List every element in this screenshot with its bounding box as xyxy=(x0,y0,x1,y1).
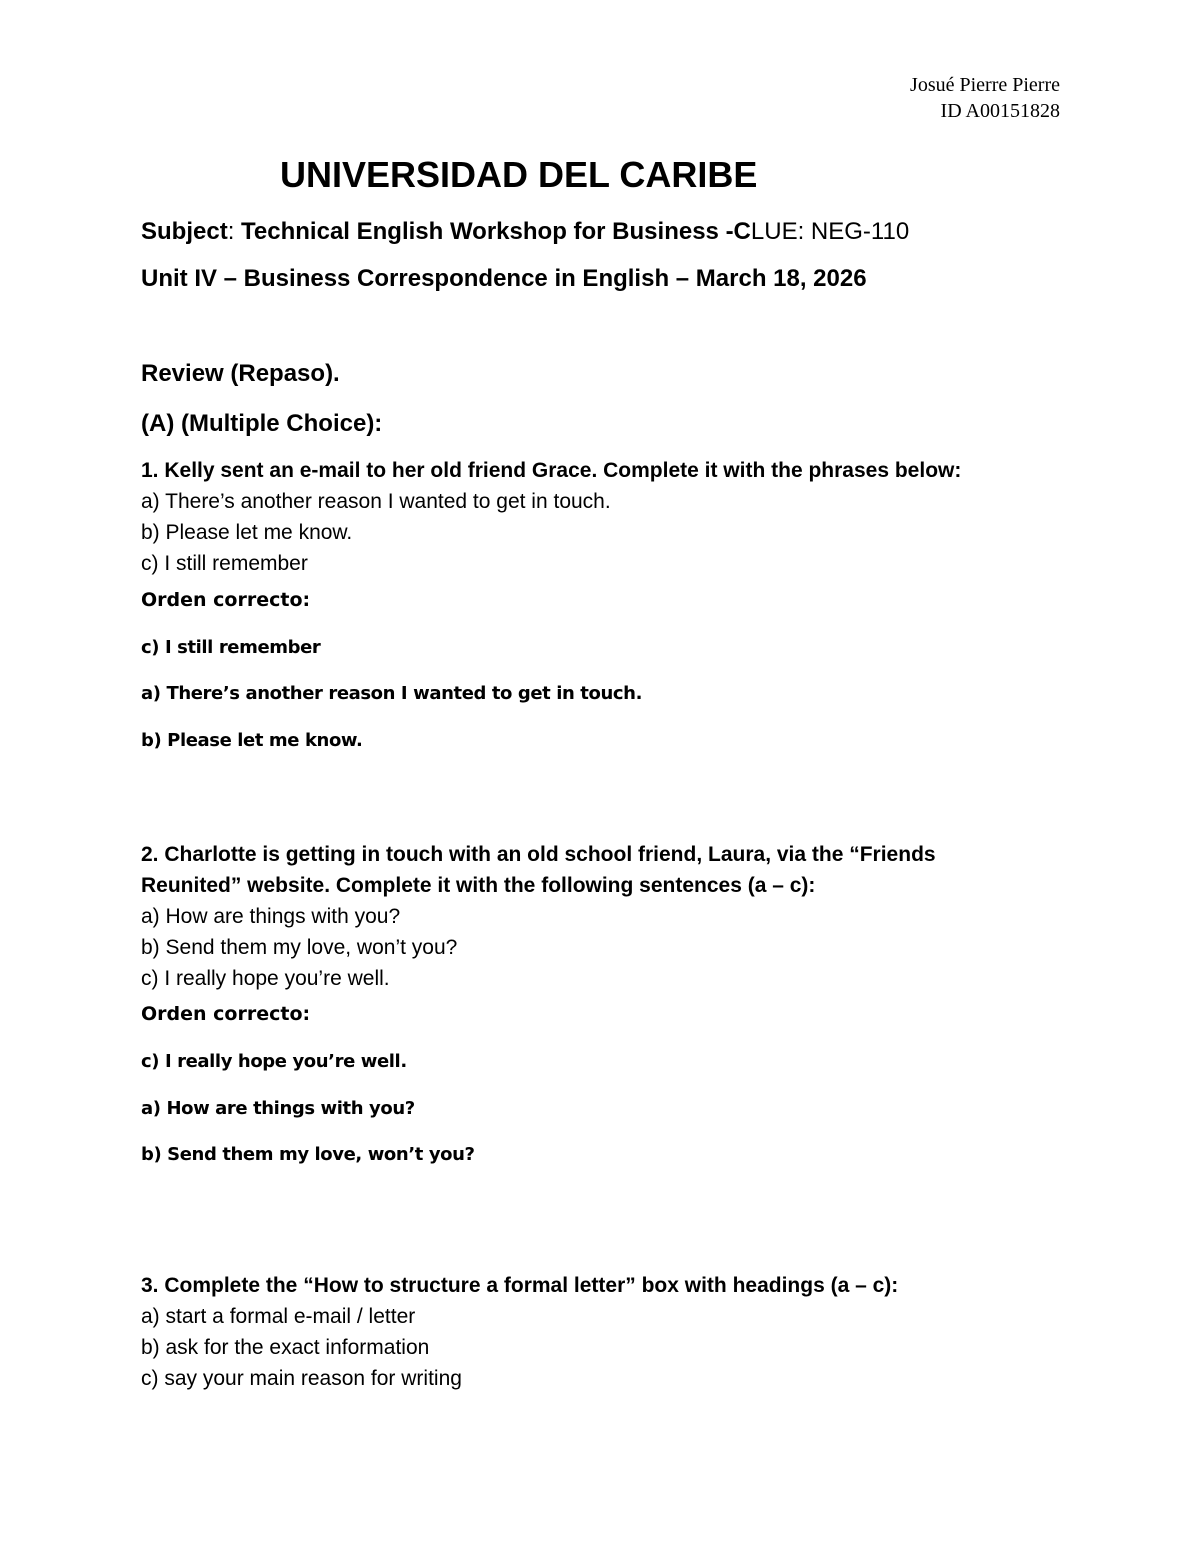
question-2-answer-1: c) I really hope you’re well. xyxy=(141,1051,407,1072)
question-1-option-a: a) There’s another reason I wanted to get in touch. xyxy=(141,490,611,513)
question-2-prompt-line-1: 2. Charlotte is getting in touch with an old school friend, Laura, via the “Friends xyxy=(141,843,936,866)
author-name: Josué Pierre Pierre xyxy=(910,74,1060,96)
question-2-order-label: Orden correcto: xyxy=(141,1003,311,1025)
question-2-answer-2: a) How are things with you? xyxy=(141,1098,415,1119)
question-2-option-a: a) How are things with you? xyxy=(141,905,401,928)
university-title: UNIVERSIDAD DEL CARIBE xyxy=(280,154,758,195)
question-1-order-label: Orden correcto: xyxy=(141,589,311,611)
review-title: Review (Repaso). xyxy=(141,360,340,387)
section-a-title: (A) (Multiple Choice): xyxy=(141,410,383,437)
subject-line xyxy=(141,217,909,247)
question-3-option-c: c) say your main reason for writing xyxy=(141,1367,462,1390)
question-1-answer-3: b) Please let me know. xyxy=(141,730,363,751)
question-3-option-a: a) start a formal e-mail / letter xyxy=(141,1305,416,1328)
author-block xyxy=(910,72,1060,124)
question-2-option-b: b) Send them my love, won’t you? xyxy=(141,936,458,959)
subject-colon: : xyxy=(227,218,235,245)
question-1-answer-1: c) I still remember xyxy=(141,637,321,658)
subject-text: Technical English Workshop for Business -C xyxy=(234,218,751,245)
author-id: ID A00151828 xyxy=(940,100,1060,122)
clue-code: LUE: NEG-110 xyxy=(750,218,910,245)
question-2-prompt-line-2: Reunited” website. Complete it with the following sentences (a – c): xyxy=(141,874,816,897)
question-3-prompt: 3. Complete the “How to structure a formal letter” box with headings (a – c): xyxy=(141,1274,899,1297)
question-2-answer-3: b) Send them my love, won’t you? xyxy=(141,1144,475,1165)
unit-line: Unit IV – Business Correspondence in English – March 18, 2026 xyxy=(141,265,867,292)
question-2-option-c: c) I really hope you’re well. xyxy=(141,967,390,990)
question-1-option-b: b) Please let me know. xyxy=(141,521,353,544)
question-1-prompt: 1. Kelly sent an e-mail to her old friend Grace. Complete it with the phrases below: xyxy=(141,459,962,482)
question-3-option-b: b) ask for the exact information xyxy=(141,1336,430,1359)
subject-label: Subject xyxy=(141,218,228,245)
question-1-answer-2: a) There’s another reason I wanted to get in touch. xyxy=(141,683,643,704)
question-1-option-c: c) I still remember xyxy=(141,552,308,575)
